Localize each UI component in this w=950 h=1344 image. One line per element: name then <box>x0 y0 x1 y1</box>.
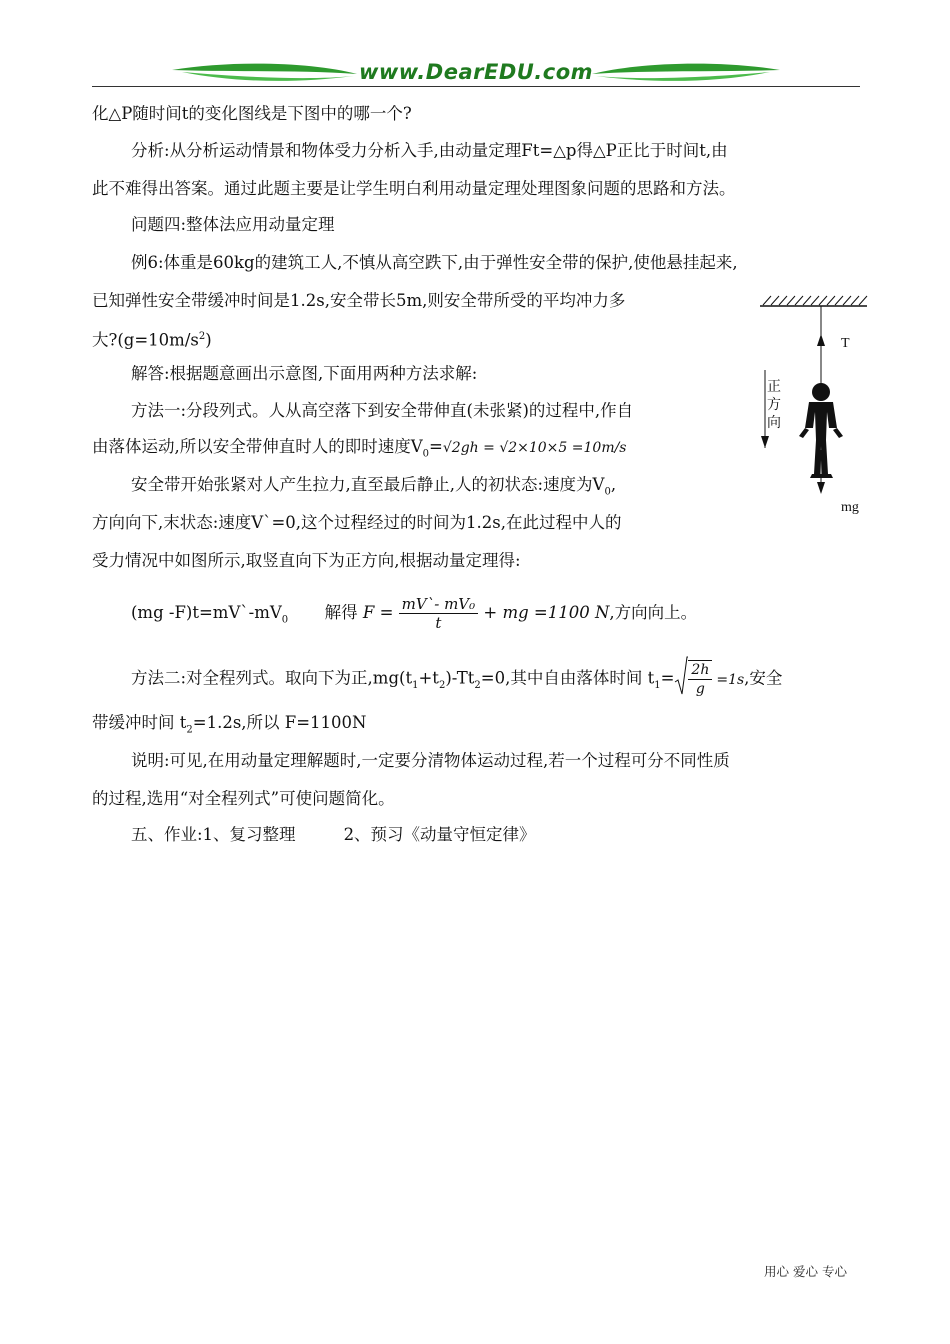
text-segment: 方法二:对全程列式。取向下为正,mg(t <box>131 668 413 688</box>
subscript: 1 <box>412 679 419 691</box>
fraction-numerator: mV`- mV₀ <box>399 595 478 614</box>
weight-label: mg <box>841 500 859 515</box>
tension-label: T <box>841 336 850 351</box>
subscript: 2 <box>186 724 193 736</box>
method-one-line-2 <box>92 436 627 465</box>
example-6-line-1: 例6:体重是60kg的建筑工人,不慎从高空跌下,由于弹性安全带的保护,使他悬挂起来, <box>131 253 738 272</box>
momentum-equation <box>131 595 697 634</box>
positive-direction-label <box>767 378 783 432</box>
method-two-line-2 <box>92 712 367 741</box>
equation-result: + mg =1100 N <box>483 603 610 622</box>
note-line-2: 的过程,选用“对全程列式”可使问题简化。 <box>92 789 395 808</box>
subscript: 2 <box>474 679 481 691</box>
fraction-numerator: 2h <box>688 661 712 680</box>
method-one-line-4: 方向向下,末状态:速度V`=0,这个过程经过的时间为1.2s,在此过程中人的 <box>92 513 622 532</box>
text-segment: = <box>429 437 443 456</box>
subscript: 2 <box>438 679 446 691</box>
analysis-line-2: 此不难得出答案。通过此题主要是让学生明白利用动量定理处理图象问题的思路和方法。 <box>92 179 736 198</box>
text-segment: 带缓冲时间 t <box>92 713 187 732</box>
analysis-line: 分析:从分析运动情景和物体受力分析入手,由动量定理Ft=△p得△P正比于时间t,由 <box>131 141 728 160</box>
homework-line <box>131 824 536 846</box>
text-segment: =0,其中自由落体时间 t <box>480 668 655 688</box>
force-diagram <box>755 290 875 520</box>
text-line-1: 化△P随时间t的变化图线是下图中的哪一个? <box>92 104 412 123</box>
sqrt-sign <box>674 656 688 696</box>
direction-char: 向 <box>767 415 781 431</box>
text-segment: 解得 <box>324 603 358 622</box>
page-footer: 用心 爱心 专心 <box>764 1264 847 1279</box>
method-one-line-3 <box>131 474 616 503</box>
text-segment: )-Tt <box>445 668 475 688</box>
text-segment: ) <box>205 330 212 350</box>
method-one-line-5: 受力情况中如图所示,取竖直向下为正方向,根据动量定理得: <box>92 551 521 570</box>
method-one-line-1: 方法一:分段列式。人从高空落下到安全带伸直(未张紧)的过程中,作自 <box>131 401 634 420</box>
text-segment: , <box>610 475 617 494</box>
text-segment: =1.2s,所以 F=1100N <box>192 713 367 732</box>
method-two-line-1 <box>131 660 782 700</box>
fraction-denominator: g <box>695 681 705 697</box>
subscript: 0 <box>604 486 611 498</box>
text-segment: ,方向向上。 <box>609 603 698 622</box>
direction-char: 正 <box>767 379 781 395</box>
fraction-denominator: t <box>435 614 442 632</box>
text-segment: (mg -F)t=mV`-mV <box>131 603 282 622</box>
text-segment: 由落体运动,所以安全带伸直时人的即时速度V <box>92 437 423 456</box>
note-line-1: 说明:可见,在用动量定理解题时,一定要分清物体运动过程,若一个过程可分不同性质 <box>131 751 730 770</box>
problem-four-heading: 问题四:整体法应用动量定理 <box>131 215 335 234</box>
sqrt-expression <box>674 660 712 698</box>
velocity-formula: √2gh = √2×10×5 =10m/s <box>442 440 627 456</box>
site-url: www.DearEDU.com <box>358 60 594 84</box>
subscript: 0 <box>422 448 430 460</box>
header-divider <box>92 86 860 87</box>
sqrt-fraction <box>688 660 712 698</box>
text-segment: = <box>660 668 675 688</box>
text-segment: 大?(g=10m/s <box>92 330 199 350</box>
example-6-line-3 <box>92 326 212 352</box>
text-segment: 安全带开始张紧对人产生拉力,直至最后静止,人的初状态:速度为V <box>131 475 605 494</box>
subscript: 1 <box>654 679 661 691</box>
force-fraction <box>399 595 478 632</box>
homework-item-1: 五、作业:1、复习整理 <box>131 825 296 844</box>
text-segment: +t <box>418 668 439 688</box>
time-result: =1s <box>716 671 745 688</box>
example-6-line-2: 已知弹性安全带缓冲时间是1.2s,安全带长5m,则安全带所受的平均冲力多 <box>92 291 626 310</box>
solution-line: 解答:根据题意画出示意图,下面用两种方法求解: <box>131 364 478 383</box>
text-segment: ,安全 <box>744 668 783 688</box>
homework-item-2: 2、预习《动量守恒定律》 <box>343 825 536 844</box>
force-symbol: F = <box>362 603 394 622</box>
superscript: 2 <box>198 331 206 342</box>
subscript: 0 <box>281 614 289 626</box>
direction-char: 方 <box>767 397 781 413</box>
